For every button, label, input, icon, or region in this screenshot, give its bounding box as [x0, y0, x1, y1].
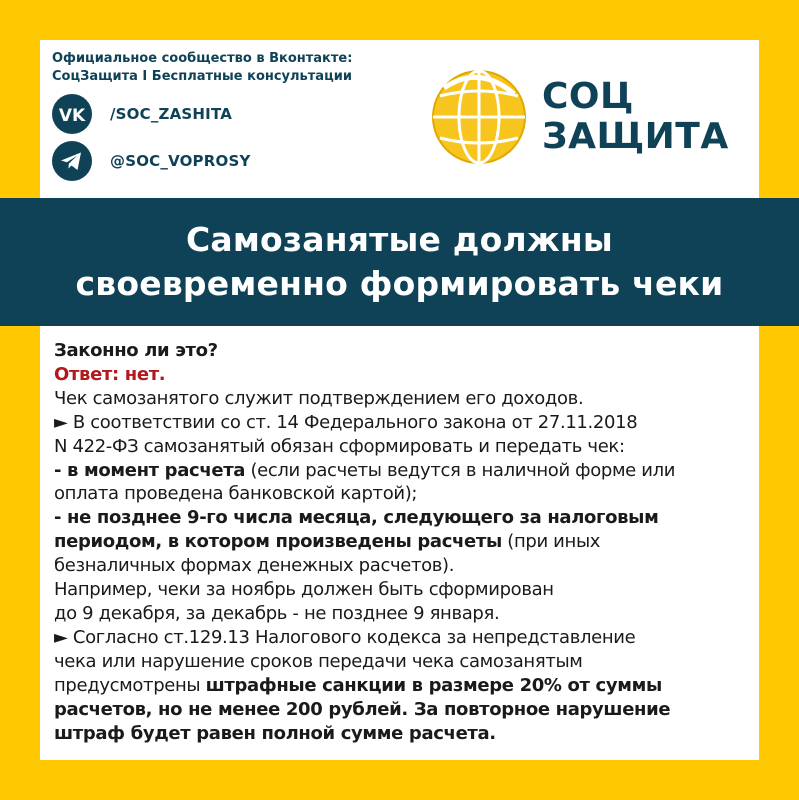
- emphasis: - в момент расчета: [54, 459, 246, 481]
- header-card: [40, 40, 759, 198]
- brand-line-1: СОЦ: [542, 76, 634, 117]
- article-card: [40, 326, 759, 760]
- telegram-handle[interactable]: @SOC_VOPROSY: [110, 152, 251, 170]
- title-line-1: Самозанятые должны: [186, 220, 613, 259]
- globe-logo-icon: [430, 68, 528, 166]
- emphasis: штрафные санкции в размере 20% от суммы: [205, 674, 662, 696]
- brand-line-2: ЗАЩИТА: [542, 116, 729, 157]
- text: предусмотрены: [54, 674, 206, 696]
- telegram-icon: [52, 141, 92, 181]
- answer: Ответ: нет.: [54, 363, 166, 385]
- question: Законно ли это?: [54, 340, 218, 361]
- paragraph-line: штраф будет равен полной сумме расчета.: [54, 722, 496, 744]
- svg-text:VK: VK: [58, 106, 86, 126]
- community-line-1: Официальное сообщество в Вконтакте:: [52, 51, 353, 66]
- emphasis: периодом, в котором произведены расчеты: [54, 531, 502, 553]
- community-line-2[interactable]: СоцЗащита I Бесплатные консультации: [52, 69, 352, 84]
- paragraph-line: [54, 674, 759, 698]
- brand-name: [542, 77, 729, 157]
- paragraph-line: - не позднее 9-го числа месяца, следующего за налоговым: [54, 507, 659, 529]
- text: (при иных: [501, 531, 601, 553]
- vk-link[interactable]: [52, 94, 232, 134]
- paragraph-line: оплата проведена банковской картой);: [54, 483, 418, 505]
- paragraph-line: ► В соответствии со ст. 14 Федерального закона от 27.11.2018: [54, 411, 638, 433]
- paragraph-line: N 422-ФЗ самозанятый обязан сформировать и передать чек:: [54, 435, 625, 457]
- paragraph-line: Например, чеки за ноябрь должен быть сформирован: [54, 579, 554, 601]
- telegram-link[interactable]: [52, 141, 251, 181]
- title-banner: [0, 198, 799, 326]
- paragraph-line: [54, 459, 759, 483]
- title-line-2: своевременно формировать чеки: [75, 264, 724, 303]
- vk-handle[interactable]: /SOC_ZASHITA: [110, 105, 233, 123]
- paragraph-line: [54, 530, 759, 554]
- paragraph-line: Чек самозанятого служит подтверждением его доходов.: [54, 387, 584, 409]
- text: (если расчеты ведутся в наличной форме или: [245, 459, 676, 481]
- paragraph-line: до 9 декабря, за декабрь - не позднее 9 января.: [54, 602, 500, 624]
- paragraph-line: чека или нарушение сроков передачи чека самозанятым: [54, 650, 583, 672]
- paragraph-line: расчетов, но не менее 200 рублей. За повторное нарушение: [54, 698, 671, 720]
- paragraph-line: ► Согласно ст.129.13 Налогового кодекса за непредставление: [54, 626, 636, 648]
- community-info: [52, 50, 432, 86]
- paragraph-line: безналичных формах денежных расчетов).: [54, 555, 455, 577]
- vk-icon: [52, 94, 92, 134]
- brand-logo: [430, 68, 729, 166]
- article-body: [54, 339, 759, 745]
